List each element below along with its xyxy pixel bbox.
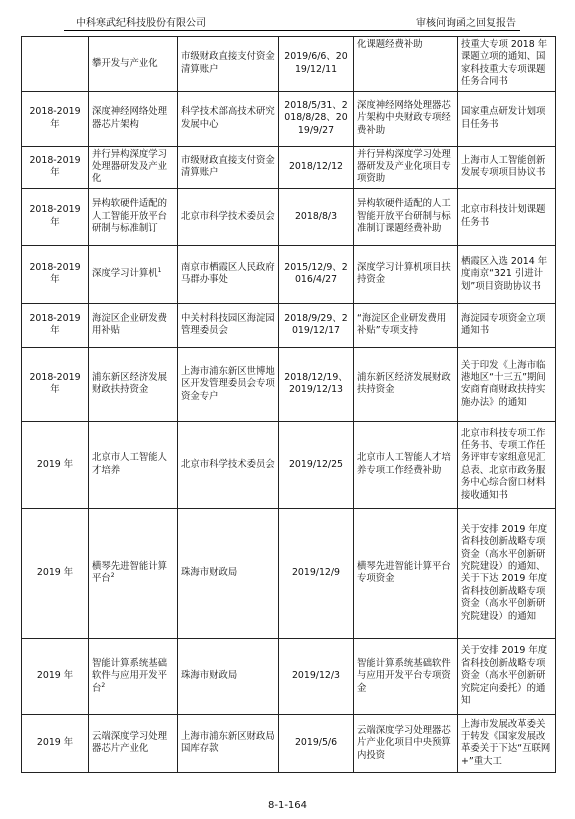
document-title: 审核问询函之回复报告: [416, 18, 516, 29]
footnote-marker: 1: [157, 267, 162, 275]
date-cell: 2015/12/9、2016/4/27: [279, 245, 354, 303]
doc-cell: 上海市人工智能创新发展专项项目协议书: [458, 146, 556, 188]
table-row: [22, 714, 556, 772]
header-divider: [64, 30, 520, 31]
project-cell: 攀开发与产业化: [89, 37, 178, 92]
doc-cell: 关于安排 2019 年度省科技创新战略专项资金（高水平创新研究院建设）的通知、关于下达 2019 年度省科技创新战略专项资金（高水平创新研究院建设）的通知: [458, 508, 556, 638]
basis-cell: 浦东新区经济发展财政扶持资金: [354, 347, 458, 421]
footnote-marker: 2: [110, 572, 115, 580]
year-cell: 2018-2019 年: [22, 146, 89, 188]
year-cell: 2018-2019 年: [22, 245, 89, 303]
year-cell: 2019 年: [22, 638, 89, 714]
doc-cell: 上海市发展改革委关于转发《国家发展改革委关于下达“互联网+”重大工: [458, 714, 556, 772]
year-cell: 2018-2019 年: [22, 91, 89, 146]
basis-cell: 北京市人工智能人才培养专项工作经费补助: [354, 421, 458, 508]
basis-cell: 云端深度学习处理器芯片产业化项目中央预算内投资: [354, 714, 458, 772]
basis-cell: 深度学习计算机项目扶持资金: [354, 245, 458, 303]
org-cell: 南京市栖霞区人民政府马群办事处: [178, 245, 279, 303]
year-cell: 2018-2019 年: [22, 347, 89, 421]
table-row: [22, 421, 556, 508]
basis-cell: 智能计算系统基础软件与应用开发平台专项资金: [354, 638, 458, 714]
doc-cell: 国家重点研发计划项目任务书: [458, 91, 556, 146]
page-header: [64, 12, 520, 28]
date-cell: 2018/8/3: [279, 188, 354, 245]
project-cell: 北京市人工智能人才培养: [89, 421, 178, 508]
project-cell: 浦东新区经济发展财政扶持资金: [89, 347, 178, 421]
org-cell: 上海市浦东新区财政局国库存款: [178, 714, 279, 772]
table-row: [22, 303, 556, 347]
table-row: [22, 347, 556, 421]
table-row: [22, 245, 556, 303]
table-row: [22, 638, 556, 714]
basis-cell: “海淀区企业研发费用补贴”专项支持: [354, 303, 458, 347]
org-cell: 珠海市财政局: [178, 638, 279, 714]
year-cell: [22, 37, 89, 92]
basis-cell: 横琴先进智能计算平台专项资金: [354, 508, 458, 638]
project-cell: 深度学习计算机$^1$: [89, 245, 178, 303]
doc-cell: 关于印发《上海市临港地区“十三五”期间安商育商财政扶持实施办法》的通知: [458, 347, 556, 421]
project-cell: 智能计算系统基础软件与应用开发平台$^2$: [89, 638, 178, 714]
company-name: 中科寒武纪科技股份有限公司: [76, 18, 206, 29]
basis-cell: 异构软硬件适配的人工智能开放平台研制与标准制订课题经费补助: [354, 188, 458, 245]
org-cell: 科学技术部高技术研究发展中心: [178, 91, 279, 146]
table-row: [22, 91, 556, 146]
org-cell: 珠海市财政局: [178, 508, 279, 638]
table-row: [22, 508, 556, 638]
basis-cell: 化课题经费补助: [354, 37, 458, 92]
project-cell: 异构软硬件适配的人工智能开放平台研制与标准制订: [89, 188, 178, 245]
date-cell: 2019/5/6: [279, 714, 354, 772]
org-cell: 市级财政直接支付资金清算账户: [178, 37, 279, 92]
org-cell: 市级财政直接支付资金清算账户: [178, 146, 279, 188]
table-row: [22, 37, 556, 92]
project-cell: 海淀区企业研发费用补贴: [89, 303, 178, 347]
date-cell: 2018/5/31、2018/8/28、2019/9/27: [279, 91, 354, 146]
project-cell: 横琴先进智能计算平台$^2$: [89, 508, 178, 638]
date-cell: 2019/12/3: [279, 638, 354, 714]
date-cell: 2019/6/6、2019/12/11: [279, 37, 354, 92]
year-cell: 2019 年: [22, 421, 89, 508]
subsidy-table: [21, 36, 556, 773]
basis-cell: 深度神经网络处理器芯片架构中央财政专项经费补助: [354, 91, 458, 146]
doc-cell: 北京市科技计划课题任务书: [458, 188, 556, 245]
doc-cell: 北京市科技专项工作任务书、专项工作任务评审专家组意见汇总表、北京市政务服务中心综合窗口材料接收通知书: [458, 421, 556, 508]
year-cell: 2019 年: [22, 508, 89, 638]
date-cell: 2018/12/12: [279, 146, 354, 188]
date-cell: 2019/12/25: [279, 421, 354, 508]
doc-cell: 技重大专项 2018 年课题立项的通知、国家科技重大专项课题任务合同书: [458, 37, 556, 92]
date-cell: 2018/9/29、2019/12/17: [279, 303, 354, 347]
org-cell: 上海市浦东新区世博地区开发管理委员会专项资金专户: [178, 347, 279, 421]
org-cell: 北京市科学技术委员会: [178, 421, 279, 508]
table-row: [22, 146, 556, 188]
year-cell: 2018-2019 年: [22, 188, 89, 245]
doc-cell: 海淀园专项资金立项通知书: [458, 303, 556, 347]
table-row: [22, 188, 556, 245]
project-cell: 并行异构深度学习处理器研发及产业化: [89, 146, 178, 188]
project-cell: 云端深度学习处理器芯片产业化: [89, 714, 178, 772]
date-cell: 2019/12/9: [279, 508, 354, 638]
doc-cell: 栖霞区入选 2014 年度南京“321 引进计划”项目资助协议书: [458, 245, 556, 303]
org-cell: 北京市科学技术委员会: [178, 188, 279, 245]
date-cell: 2018/12/19、2019/12/13: [279, 347, 354, 421]
year-cell: 2019 年: [22, 714, 89, 772]
basis-cell: 并行异构深度学习处理器研发及产业化项目专项资助: [354, 146, 458, 188]
footnote-marker: 2: [101, 681, 106, 689]
year-cell: 2018-2019 年: [22, 303, 89, 347]
org-cell: 中关村科技园区海淀园管理委员会: [178, 303, 279, 347]
doc-cell: 关于安排 2019 年度省科技创新战略专项资金（高水平创新研究院定向委托）的通知: [458, 638, 556, 714]
project-cell: 深度神经网络处理器芯片架构: [89, 91, 178, 146]
page-number: 8-1-164: [267, 800, 308, 811]
